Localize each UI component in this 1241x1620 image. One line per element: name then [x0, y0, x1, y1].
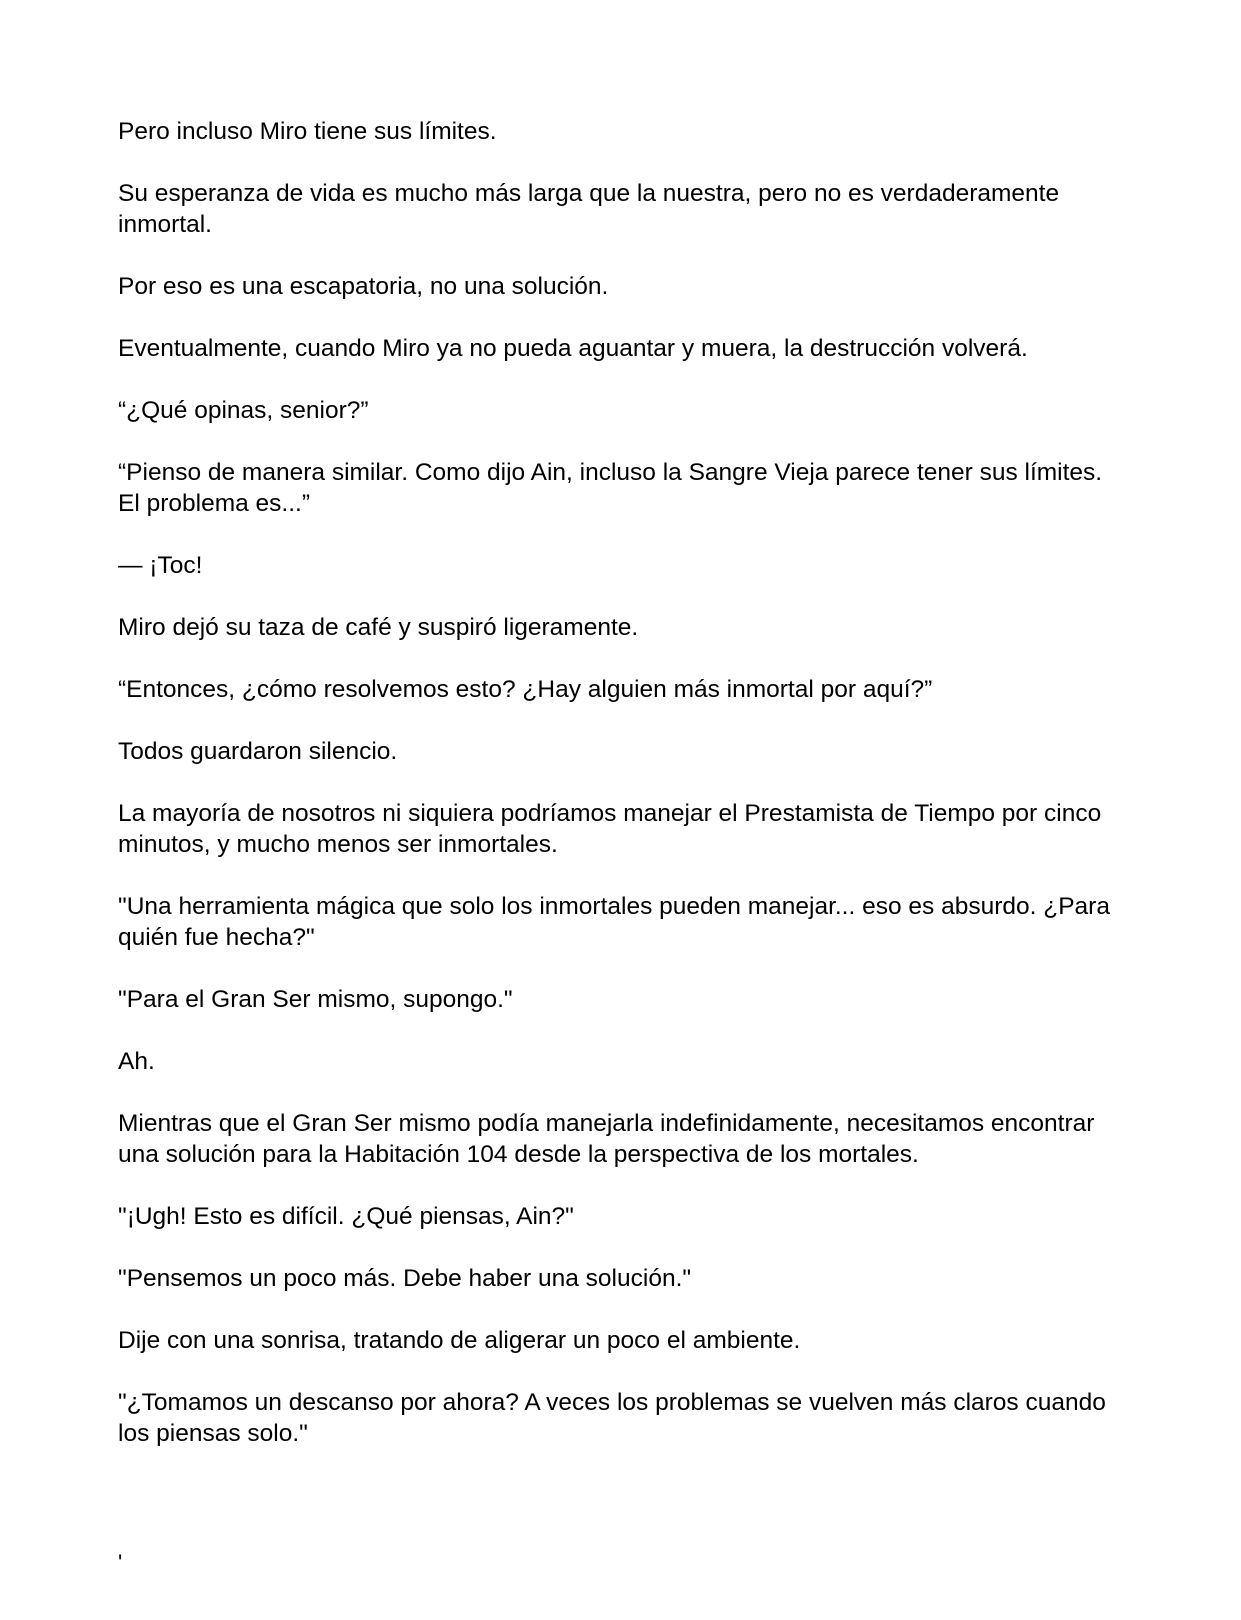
paragraph-5: “¿Qué opinas, senior?”: [118, 397, 369, 424]
paragraph-12: "Una herramienta mágica que solo los inmortales pueden manejar... eso es absurdo. ¿Para quién fue hecha?": [118, 893, 1117, 951]
paragraph-18: Dije con una sonrisa, tratando de aligerar un poco el ambiente.: [118, 1327, 801, 1354]
paragraph-1: Pero incluso Miro tiene sus límites.: [118, 118, 497, 145]
paragraph-10: Todos guardaron silencio.: [118, 738, 398, 765]
paragraph-13: "Para el Gran Ser mismo, supongo.": [118, 986, 513, 1013]
paragraph-17: "Pensemos un poco más. Debe haber una solución.": [118, 1265, 692, 1292]
paragraph-16: "¡Ugh! Esto es difícil. ¿Qué piensas, Ain?": [118, 1203, 574, 1230]
paragraph-4: Eventualmente, cuando Miro ya no pueda aguantar y muera, la destrucción volverá.: [118, 335, 1028, 362]
paragraph-11: La mayoría de nosotros ni siquiera podríamos manejar el Prestamista de Tiempo por cinco minutos, y mucho menos ser inmortales.: [118, 800, 1109, 858]
paragraph-2: Su esperanza de vida es mucho más larga que la nuestra, pero no es verdaderamente inmortal.: [118, 180, 1066, 238]
paragraph-15: Mientras que el Gran Ser mismo podía manejarla indefinidamente, necesitamos encontrar una solución para la Habitación 104 desde la perspectiva de los mortales.: [118, 1110, 1102, 1168]
paragraph-6: “Pienso de manera similar. Como dijo Ain, incluso la Sangre Vieja parece tener sus límites. El problema es...”: [118, 459, 1109, 517]
trailing-mark: ': [118, 1550, 123, 1575]
paragraph-9: “Entonces, ¿cómo resolvemos esto? ¿Hay alguien más inmortal por aquí?”: [118, 676, 933, 703]
paragraph-14: Ah.: [118, 1048, 155, 1075]
paragraph-8: Miro dejó su taza de café y suspiró ligeramente.: [118, 614, 639, 641]
paragraph-19: "¿Tomamos un descanso por ahora? A veces los problemas se vuelven más claros cuando los piensas solo.": [118, 1389, 1113, 1447]
paragraph-3: Por eso es una escapatoria, no una solución.: [118, 273, 609, 300]
document-body: [118, 116, 1128, 1480]
paragraph-7: — ¡Toc!: [118, 552, 203, 579]
